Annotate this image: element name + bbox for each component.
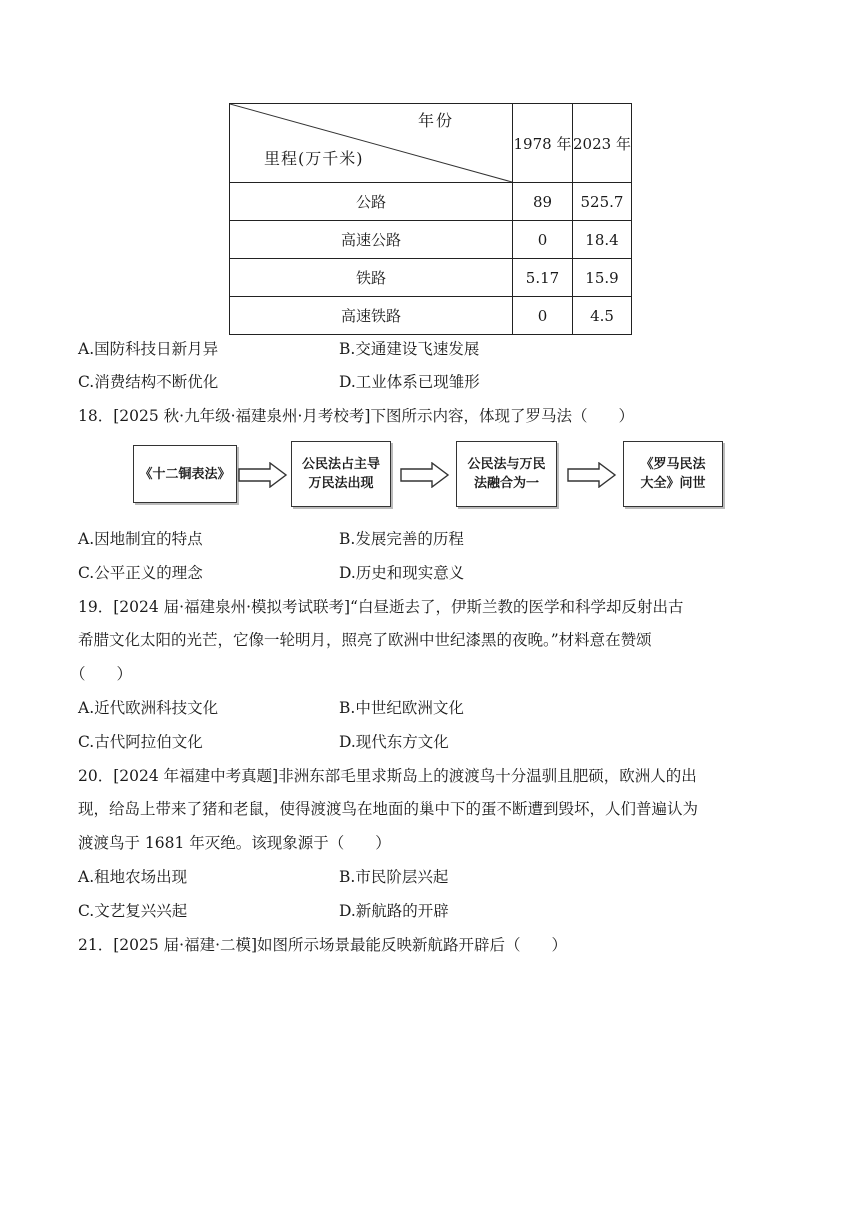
row-value-1978: 5.17 (513, 259, 573, 297)
flow-arrow-icon (238, 462, 288, 488)
q20-option-d[interactable]: D.新航路的开辟 (339, 902, 449, 920)
header-year-label: 年份 (417, 111, 454, 130)
table-row (230, 183, 632, 221)
q19-option-d[interactable]: D.现代东方文化 (339, 733, 449, 751)
q18-option-b[interactable]: B.发展完善的历程 (339, 530, 464, 548)
q19-stem-line-2: 希腊文化太阳的光芒，它像一轮明月，照亮了欧洲中世纪漆黑的夜晚。”材料意在赞颂 (78, 631, 652, 649)
q20-option-c[interactable]: C.文艺复兴兴起 (78, 902, 188, 920)
flow-step-2: 公民法占主导 万民法出现 (291, 441, 391, 507)
row-name: 公路 (230, 183, 513, 221)
row-value-1978: 89 (513, 183, 573, 221)
q20-stem-line-3: 渡渡鸟于 1681 年灭绝。该现象源于（ ） (78, 834, 391, 852)
table-row (230, 297, 632, 335)
row-value-2023: 4.5 (573, 297, 632, 335)
q18-option-a[interactable]: A.因地制宜的特点 (78, 530, 203, 548)
table-row (230, 259, 632, 297)
q20-option-b[interactable]: B.市民阶层兴起 (339, 868, 449, 886)
road-mileage-table (229, 103, 632, 335)
q19-option-a[interactable]: A.近代欧洲科技文化 (78, 699, 219, 717)
flow-arrow-icon (567, 462, 617, 488)
header-year-1978: 1978 年 (513, 104, 573, 183)
header-year-2023: 2023 年 (573, 104, 632, 183)
header-mileage-label: 里程(万千米) (264, 149, 364, 168)
q20-stem-line-2: 现，给岛上带来了猪和老鼠，使得渡渡鸟在地面的巢中下的蛋不断遭到毁坏，人们普遍认为 (78, 800, 699, 818)
row-value-2023: 18.4 (573, 221, 632, 259)
q21-stem: 21．[2025 届·福建·二模]如图所示场景最能反映新航路开辟后（ ） (78, 936, 568, 954)
q19-option-b[interactable]: B.中世纪欧洲文化 (339, 699, 464, 717)
q20-stem-line-1: 20．[2024 年福建中考真题]非洲东部毛里求斯岛上的渡渡鸟十分温驯且肥硕，欧洲人的出 (78, 767, 697, 785)
table-row (230, 221, 632, 259)
q19-stem-line-3: （ ） (70, 665, 133, 683)
q17-option-a[interactable]: A.国防科技日新月异 (78, 340, 219, 358)
flow-arrow-icon (400, 462, 450, 488)
row-value-2023: 525.7 (573, 183, 632, 221)
q17-option-d[interactable]: D.工业体系已现雏形 (339, 373, 480, 391)
q18-option-c[interactable]: C.公平正义的理念 (78, 564, 203, 582)
diagonal-line (230, 104, 512, 182)
row-name: 铁路 (230, 259, 513, 297)
q18-option-d[interactable]: D.历史和现实意义 (339, 564, 465, 582)
q17-option-c[interactable]: C.消费结构不断优化 (78, 373, 219, 391)
row-name: 高速铁路 (230, 297, 513, 335)
row-value-1978: 0 (513, 221, 573, 259)
q20-option-a[interactable]: A.租地农场出现 (78, 868, 188, 886)
q19-option-c[interactable]: C.古代阿拉伯文化 (78, 733, 203, 751)
diagonal-header-cell (230, 104, 513, 183)
q18-stem: 18．[2025 秋·九年级·福建泉州·月考校考]下图所示内容，体现了罗马法（ ） (78, 407, 634, 425)
row-value-1978: 0 (513, 297, 573, 335)
flow-step-4: 《罗马民法 大全》问世 (623, 441, 723, 507)
q19-stem-line-1: 19．[2024 届·福建泉州·模拟考试联考]“白昼逝去了，伊斯兰教的医学和科学却反射出古 (78, 598, 684, 616)
row-name: 高速公路 (230, 221, 513, 259)
q17-option-b[interactable]: B.交通建设飞速发展 (339, 340, 480, 358)
row-value-2023: 15.9 (573, 259, 632, 297)
flow-step-3: 公民法与万民 法融合为一 (456, 441, 557, 507)
flow-step-1: 《十二铜表法》 (133, 445, 237, 503)
